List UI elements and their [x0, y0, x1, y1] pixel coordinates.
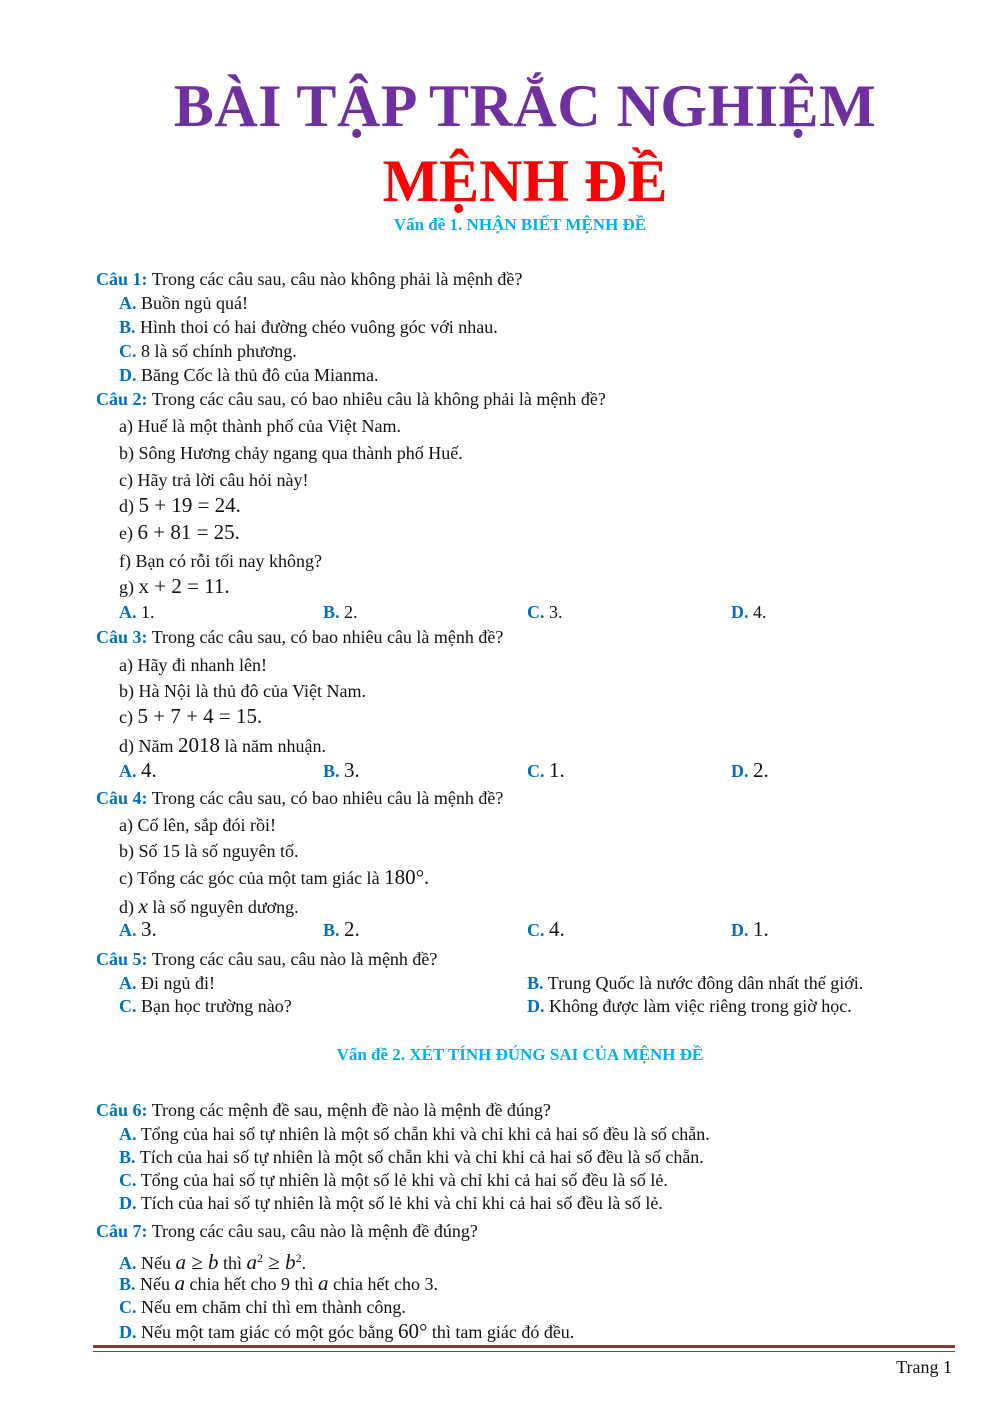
title-line-1: BÀI TẬP TRẮC NGHIỆM	[173, 73, 877, 139]
q2-statement-f: f) Bạn có rỗi tối nay không?	[119, 551, 322, 571]
question-6: Câu 6: Trong các mệnh đề sau, mệnh đề nào là mệnh đề đúng?	[96, 1100, 551, 1120]
q1-option-c: C. 8 là số chính phương.	[119, 341, 297, 361]
q5-option-b: B. Trung Quốc là nước đông dân nhất thế giới.	[527, 973, 864, 993]
q5-option-a: A. Đi ngủ đi!	[119, 973, 215, 993]
question-7: Câu 7: Trong các câu sau, câu nào là mệnh đề đúng?	[96, 1221, 478, 1241]
q1-option-b: B. Hình thoi có hai đường chéo vuông góc với nhau.	[119, 317, 498, 337]
question-text: Trong các câu sau, câu nào không phải là mệnh đề?	[147, 269, 523, 289]
q2-statement-d: d) 5 + 19 = 24.	[119, 493, 241, 517]
q4-option-b: B. 2.	[323, 917, 360, 941]
q7-option-b: B. Nếu a chia hết cho 9 thì a chia hết cho 3.	[119, 1271, 438, 1295]
q6-option-b: B. Tích của hai số tự nhiên là một số chẵn khi và chỉ khi cả hai số đều là số chẵn.	[119, 1147, 704, 1167]
q7-option-a: A. Nếu a ≥ b thì $a^2 \ge b^2$.	[119, 1250, 307, 1274]
section-heading-1: Vấn đề 1. NHẬN BIẾT MỆNH ĐỀ	[393, 215, 647, 234]
q2-option-b: B. 2.	[323, 602, 358, 622]
footer-rule-thin	[93, 1351, 955, 1352]
q4-statement-d: d) x là số nguyên dương.	[119, 894, 299, 918]
q2-option-d: D. 4.	[731, 602, 767, 622]
q4-statement-c: c) Tổng các góc của một tam giác là 180°.	[119, 865, 430, 889]
q2-option-a: A. 1.	[119, 602, 155, 622]
q2-statement-a: a) Huế là một thành phố của Việt Nam.	[119, 416, 402, 436]
q2-statement-b: b) Sông Hương chảy ngang qua thành phố Huế.	[119, 443, 463, 463]
q3-statement-b: b) Hà Nội là thủ đô của Việt Nam.	[119, 681, 367, 701]
q3-statement-d: d) Năm 2018 là năm nhuận.	[119, 733, 326, 757]
q4-statement-b: b) Số 15 là số nguyên tố.	[119, 841, 299, 861]
q3-option-b: B. 3.	[323, 758, 360, 782]
q2-statement-e: e) 6 + 81 = 25.	[119, 520, 240, 544]
q4-option-a: A. 3.	[119, 917, 157, 941]
question-2: Câu 2: Trong các câu sau, có bao nhiêu câu là không phải là mệnh đề?	[96, 389, 606, 409]
q5-option-c: C. Bạn học trường nào?	[119, 996, 292, 1016]
q1-option-d: D. Băng Cốc là thủ đô của Mianma.	[119, 365, 379, 385]
q3-option-d: D. 2.	[731, 758, 769, 782]
footer-rule-thick	[93, 1345, 955, 1348]
q3-option-c: C. 1.	[527, 758, 565, 782]
q5-option-d: D. Không được làm việc riêng trong giờ học.	[527, 996, 852, 1016]
question-3: Câu 3: Trong các câu sau, có bao nhiêu câu là mệnh đề?	[96, 627, 504, 647]
q7-option-c: C. Nếu em chăm chỉ thì em thành công.	[119, 1297, 406, 1317]
q6-option-a: A. Tổng của hai số tự nhiên là một số chẵn khi và chỉ khi cả hai số đều là số chẵn.	[119, 1124, 710, 1144]
section-heading-2: Vấn đề 2. XÉT TÍNH ĐÚNG SAI CỦA MỆNH ĐỀ	[336, 1045, 704, 1064]
page-number: Trang 1	[896, 1357, 952, 1377]
q2-statement-c: c) Hãy trả lời câu hỏi này!	[119, 470, 309, 490]
question-4: Câu 4: Trong các câu sau, có bao nhiêu câu là mệnh đề?	[96, 788, 504, 808]
q2-option-c: C. 3.	[527, 602, 563, 622]
title-line-2: MỆNH ĐỀ	[382, 148, 668, 214]
q2-statement-g: g) x + 2 = 11.	[119, 574, 230, 598]
q1-option-a: A. Buồn ngủ quá!	[119, 293, 248, 313]
q6-option-d: D. Tích của hai số tự nhiên là một số lẻ khi và chỉ khi cả hai số đều là số lẻ.	[119, 1193, 663, 1213]
q4-option-c: C. 4.	[527, 917, 565, 941]
question-label: Câu 1:	[96, 269, 148, 289]
q3-statement-c: c) 5 + 7 + 4 = 15.	[119, 704, 263, 728]
q4-statement-a: a) Cố lên, sắp đói rồi!	[119, 815, 276, 835]
q3-statement-a: a) Hãy đi nhanh lên!	[119, 655, 267, 675]
q3-option-a: A. 4.	[119, 758, 157, 782]
question-5: Câu 5: Trong các câu sau, câu nào là mệnh đề?	[96, 949, 438, 969]
q4-option-d: D. 1.	[731, 917, 769, 941]
question-1	[96, 268, 522, 290]
q7-option-d: D. Nếu một tam giác có một góc bằng 60° thì tam giác đó đều.	[119, 1319, 575, 1343]
q6-option-c: C. Tổng của hai số tự nhiên là một số lẻ khi và chỉ khi cả hai số đều là số lẻ.	[119, 1170, 668, 1190]
